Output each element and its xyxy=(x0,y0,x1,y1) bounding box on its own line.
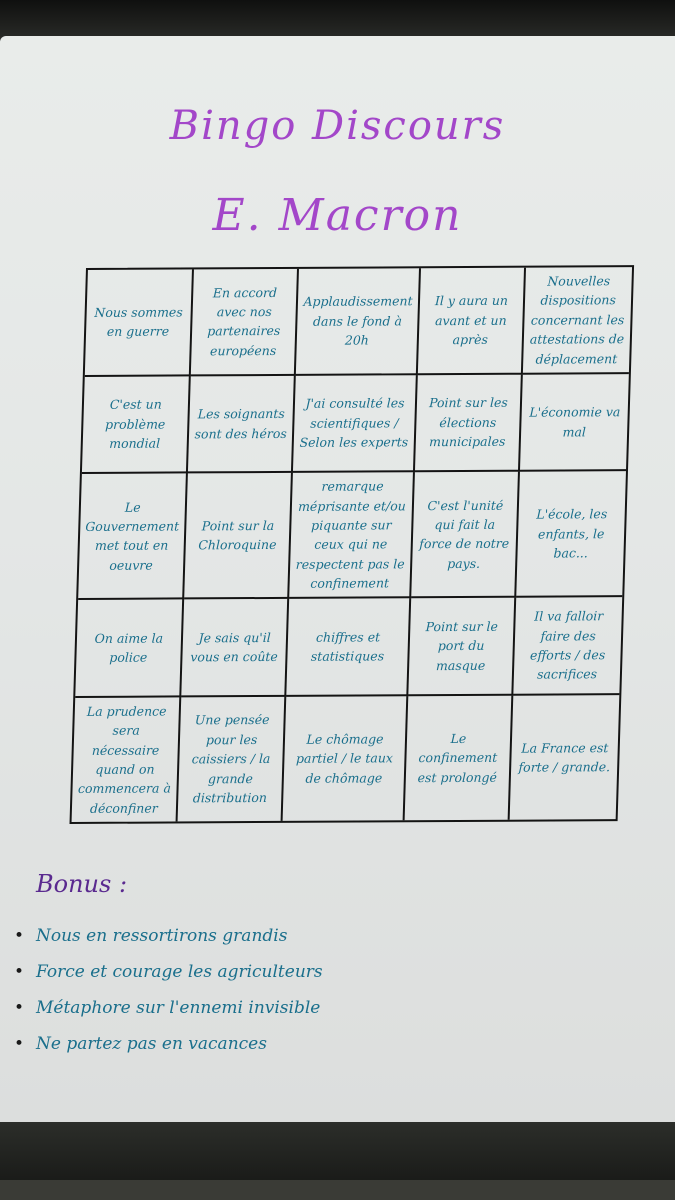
bingo-cell: L'école, les enfants, le bac... xyxy=(516,471,625,598)
bingo-cell: On aime la police xyxy=(75,600,184,698)
bonus-item-text: Force et courage les agriculteurs xyxy=(36,962,323,982)
title-line-1: Bingo Discours xyxy=(169,103,506,149)
background-strip xyxy=(0,1180,675,1200)
bullet-icon: • xyxy=(14,1034,25,1054)
bonus-title: Bonus : xyxy=(36,870,128,898)
bingo-cell: Il va falloir faire des efforts / des sacrifices xyxy=(514,598,623,696)
bullet-icon: • xyxy=(14,998,25,1018)
bonus-item xyxy=(14,954,614,990)
bullet-icon: • xyxy=(14,962,25,982)
bonus-list xyxy=(14,918,614,1062)
bonus-item-text: Métaphore sur l'ennemi invisible xyxy=(36,998,321,1018)
bingo-cell: Applaudissement dans le fond à 20h xyxy=(296,268,420,376)
bingo-cell: C'est un problème mondial xyxy=(82,376,191,474)
bingo-cell: Nouvelles dispositions concernant les attestations de déplacement xyxy=(523,267,632,374)
bingo-cell: Nous sommes en guerre xyxy=(85,269,194,376)
bingo-cell: La prudence sera nécessaire quand on commencera à déconfiner xyxy=(72,697,181,822)
bingo-cell: Le chômage partiel / le taux de chômage xyxy=(283,696,408,821)
bingo-cell: chiffres et statistiques xyxy=(287,599,411,697)
bingo-cell: Point sur le port du masque xyxy=(408,598,517,696)
bingo-cell: remarque méprisante et/ou piquante sur ceux qui ne respectent pas le confinement xyxy=(290,472,415,599)
bingo-grid xyxy=(69,265,634,824)
bingo-cell: C'est l'unité qui fait la force de notre pays. xyxy=(411,472,520,599)
bingo-cell: Je sais qu'il vous en coûte xyxy=(181,599,290,697)
bingo-cell: J'ai consulté les scientifiques / Selon les experts xyxy=(293,375,417,473)
bingo-cell: L'économie va mal xyxy=(520,374,629,472)
bingo-cell: En accord avec nos partenaires européens xyxy=(191,269,300,376)
bingo-cell: Une pensée pour les caissiers / la grande distribution xyxy=(177,697,286,822)
bingo-cell: Il y aura un avant et un après xyxy=(417,268,526,375)
bingo-cell: Le confinement est prolongé xyxy=(404,695,513,820)
bingo-cell: La France est forte / grande. xyxy=(518,739,611,775)
bingo-cell: Point sur la Chloroquine xyxy=(184,473,293,600)
title-line-2: E. Macron xyxy=(212,190,463,241)
bonus-item-text: Ne partez pas en vacances xyxy=(36,1034,267,1054)
bonus-item xyxy=(14,1026,614,1062)
bonus-item xyxy=(14,918,614,954)
bingo-cell: Le Gouvernement met tout en oeuvre xyxy=(78,474,188,601)
bonus-item-text: Nous en ressortirons grandis xyxy=(36,926,288,946)
bullet-icon: • xyxy=(14,926,25,946)
bonus-item xyxy=(14,990,614,1026)
bingo-cell: Les soignants sont des héros xyxy=(188,376,297,474)
background-top xyxy=(0,0,675,40)
bingo-cell: Point sur les élections municipales xyxy=(415,375,524,473)
